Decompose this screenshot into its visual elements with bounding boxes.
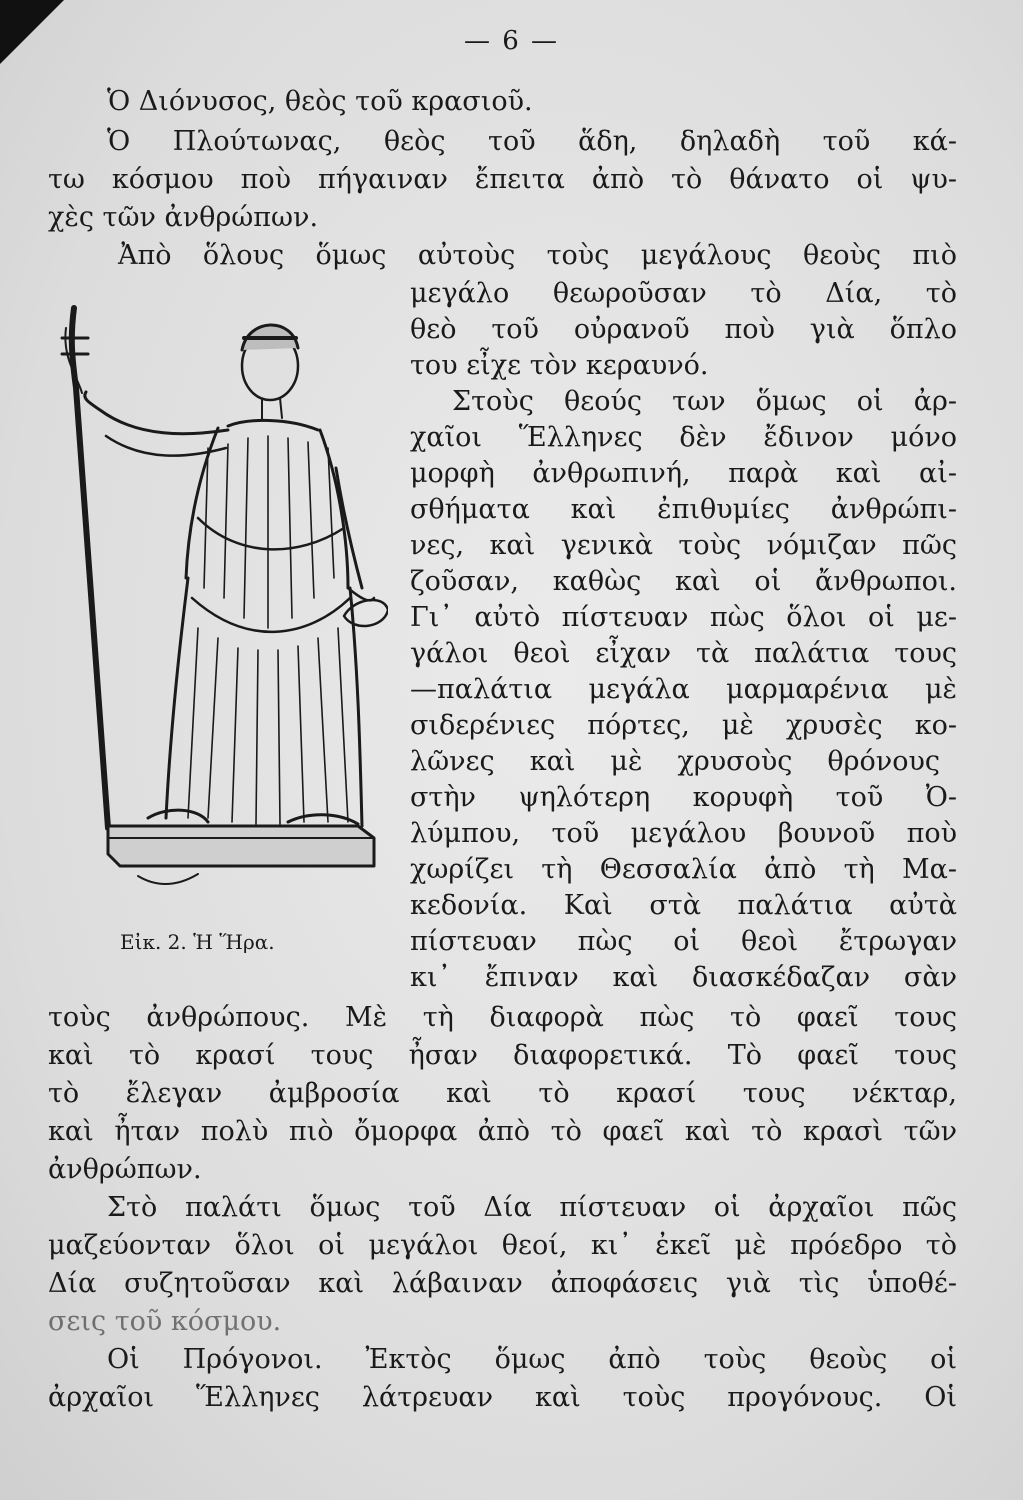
text-line: λύμπου, τοῦ μεγάλου βουνοῦ ποὺ [410, 818, 957, 849]
text-line: Δία συζητοῦσαν καὶ λάβαιναν ἀποφάσεις γιὰ τὶς ὑποθέ- [48, 1268, 957, 1299]
text-line: Οἱ Πρόγονοι. Ἐκτὸς ὅμως ἀπὸ τοὺς θεοὺς οἱ [107, 1344, 957, 1375]
text-line: χωρίζει τὴ Θεσσαλία ἀπὸ τὴ Μα- [410, 854, 957, 885]
text-line: ἀνθρώπων. [48, 1154, 202, 1185]
text-line: μεγάλο θεωροῦσαν τὸ Δία, τὸ [410, 278, 957, 309]
text-line: θεὸ τοῦ οὐρανοῦ ποὺ γιὰ ὅπλο [410, 314, 957, 345]
figure-caption: Εἰκ. 2. Ἡ Ἥρα. [120, 930, 275, 954]
text-line: κεδονία. Καὶ στὰ παλάτια αὐτὰ [410, 890, 957, 921]
text-line: του εἶχε τὸν κεραυνό. [410, 350, 709, 381]
text-line: γάλοι θεοὶ εἶχαν τὰ παλάτια τους [410, 638, 957, 669]
text-line: τὸ ἔλεγαν ἀμβροσία καὶ τὸ κρασί τους νέκταρ, [48, 1078, 957, 1109]
text-line: καὶ τὸ κρασί τους ἦσαν διαφορετικά. Τὸ φαεῖ τους [48, 1040, 957, 1071]
text-line: τω κόσμου ποὺ πήγαιναν ἔπειτα ἀπὸ τὸ θάνατο οἱ ψυ- [48, 164, 957, 195]
text-line: Ὁ Πλούτωνας, θεὸς τοῦ ἅδη, δηλαδὴ τοῦ κά- [107, 126, 957, 157]
text-line: μορφὴ ἀνθρωπινή, παρὰ καὶ αἰ- [410, 458, 957, 489]
text-line: σιδερένιες πόρτες, μὲ χρυσὲς κο- [410, 710, 957, 741]
text-line: σεις τοῦ κόσμου. [48, 1306, 282, 1337]
text-line: Στοὺς θεούς των ὅμως οἱ ἀρ- [452, 386, 957, 417]
text-line: χὲς τῶν ἀνθρώπων. [48, 202, 319, 233]
text-line: ἀρχαῖοι Ἕλληνες λάτρευαν καὶ τοὺς προγόνους. Οἱ [48, 1382, 957, 1413]
text-line: Ἀπὸ ὅλους ὅμως αὐτοὺς τοὺς μεγάλους θεοὺς πιὸ [118, 240, 957, 271]
text-line: κι᾿ ἔπιναν καὶ διασκέδαζαν σὰν [410, 962, 957, 993]
text-line: στὴν ψηλότερη κορυφὴ τοῦ Ὀ- [410, 782, 957, 813]
text-line: Στὸ παλάτι ὅμως τοῦ Δία πίστευαν οἱ ἀρχαῖοι πῶς [107, 1192, 957, 1223]
text-line: λῶνες καὶ μὲ χρυσοὺς θρόνους [410, 746, 940, 777]
statue-of-hera-illustration [48, 298, 388, 918]
text-line: νες, καὶ γενικὰ τοὺς νόμιζαν πῶς [410, 530, 957, 561]
text-line: χαῖοι Ἕλληνες δὲν ἔδινον μόνο [410, 422, 957, 453]
text-line: μαζεύονταν ὅλοι οἱ μεγάλοι θεοί, κι᾿ ἐκεῖ μὲ πρόεδρο τὸ [48, 1230, 957, 1261]
text-line: —παλάτια μεγάλα μαρμαρένια μὲ [410, 674, 957, 705]
text-line: καὶ ἦταν πολὺ πιὸ ὄμορφα ἀπὸ τὸ φαεῖ καὶ τὸ κρασὶ τῶν [48, 1116, 957, 1147]
text-line: Γι᾿ αὐτὸ πίστευαν πὼς ὅλοι οἱ με- [410, 602, 957, 633]
text-line: τοὺς ἀνθρώπους. Μὲ τὴ διαφορὰ πὼς τὸ φαεῖ τους [48, 1002, 957, 1033]
page-number: — 6 — [463, 26, 560, 56]
text-line: Ὁ Διόνυσος, θεὸς τοῦ κρασιοῦ. [107, 86, 533, 117]
text-line: σθήματα καὶ ἐπιθυμίες ἀνθρώπι- [410, 494, 957, 525]
text-line: ζοῦσαν, καθὼς καὶ οἱ ἄνθρωποι. [410, 566, 957, 597]
text-line: πίστευαν πὼς οἱ θεοὶ ἔτρωγαν [410, 926, 957, 957]
